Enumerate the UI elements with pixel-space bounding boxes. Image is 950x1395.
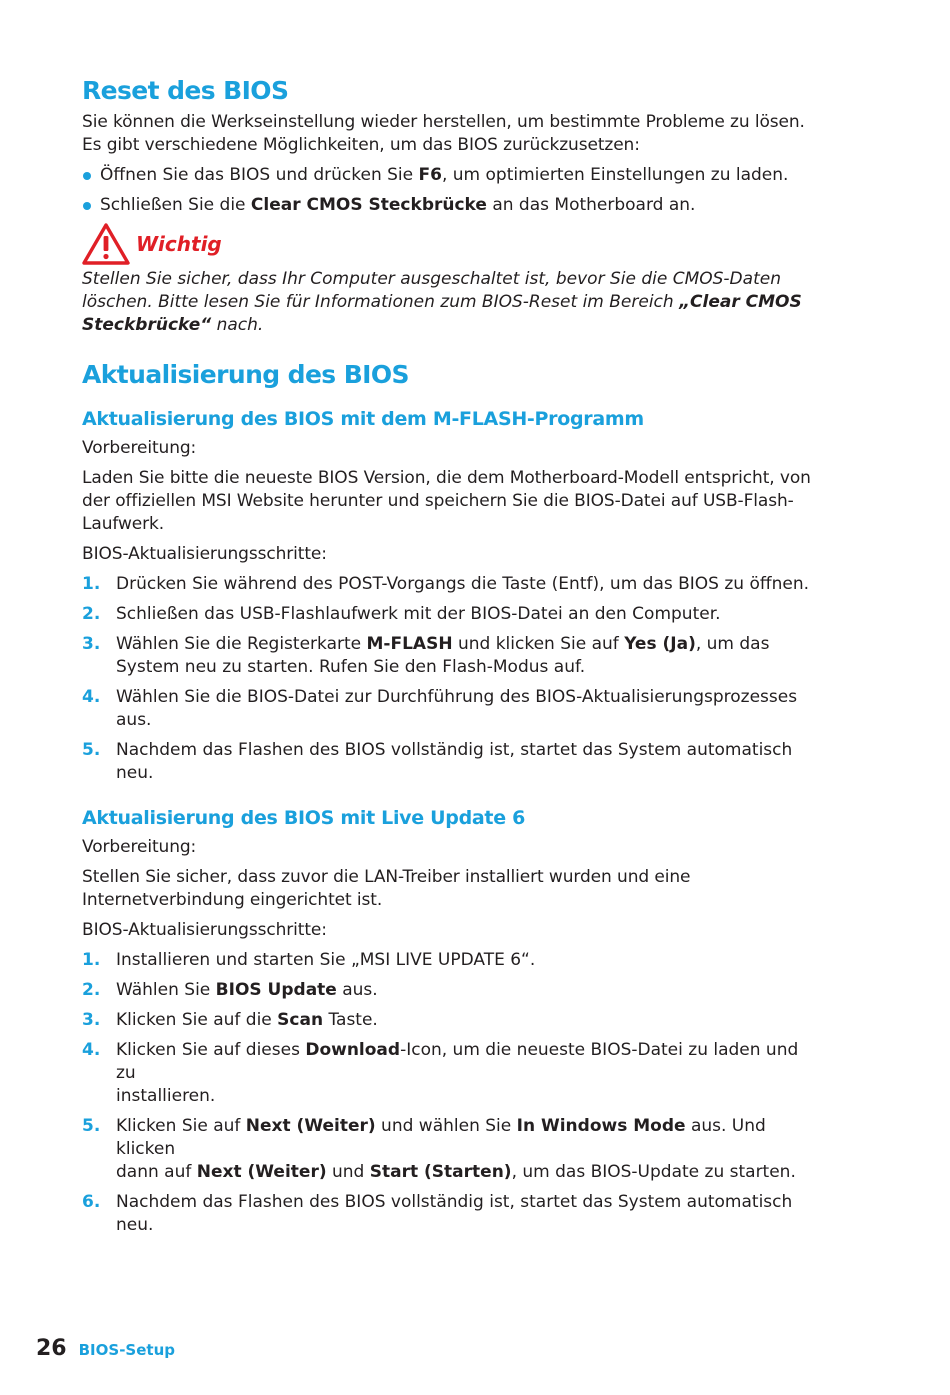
step-item: [82, 739, 822, 785]
step-number: 4.: [82, 687, 101, 707]
step-text-continued: neu.: [116, 763, 154, 783]
step-number: 1.: [82, 950, 101, 970]
page-number: 26: [36, 1336, 67, 1361]
step-item: [82, 1039, 822, 1108]
step-text: Nachdem das Flashen des BIOS vollständig ist, startet das System automatisch: [116, 740, 793, 760]
step-text: Schließen das USB-Flashlaufwerk mit der BIOS-Datei an den Computer.: [116, 604, 721, 624]
page-footer: [36, 1336, 175, 1361]
live-prep-label: Vorbereitung:: [82, 837, 197, 857]
important-notice-header: [82, 222, 822, 266]
live-steps-list: [82, 949, 822, 1237]
mflash-heading: Aktualisierung des BIOS mit dem M-FLASH-Programm: [82, 408, 644, 430]
step-item: [82, 979, 822, 1002]
step-item: [82, 603, 822, 626]
step-item: [82, 633, 822, 679]
step-text: Klicken Sie auf die Scan Taste.: [116, 1010, 378, 1030]
update-heading: Aktualisierung des BIOS: [82, 360, 409, 389]
important-title: Wichtig: [136, 232, 222, 256]
step-number: 1.: [82, 574, 101, 594]
step-text-continued: dann auf Next (Weiter) und Start (Starten), um das BIOS-Update zu starten.: [116, 1162, 796, 1182]
footer-section-name: BIOS-Setup: [78, 1341, 175, 1359]
step-item: [82, 686, 822, 732]
reset-heading: Reset des BIOS: [82, 76, 289, 105]
page-content: [82, 74, 822, 1237]
reset-bullet-2: Schließen Sie die Clear CMOS Steckbrücke an das Motherboard an.: [82, 194, 822, 217]
warning-triangle-icon: [82, 222, 130, 266]
important-text: Stellen Sie sicher, dass Ihr Computer ausgeschaltet ist, bevor Sie die CMOS-Daten löschen. Bitte lesen Sie für Informationen zum BIOS-Reset im Bereich „Clear CMOS Steckbrücke“ nach.: [82, 269, 802, 335]
step-number: 5.: [82, 1116, 101, 1136]
reset-intro-line2: Es gibt verschiedene Möglichkeiten, um das BIOS zurückzusetzen:: [82, 135, 640, 155]
mflash-steps-label: BIOS-Aktualisierungsschritte:: [82, 544, 327, 564]
mflash-prep-label: Vorbereitung:: [82, 438, 197, 458]
step-text: Klicken Sie auf Next (Weiter) und wählen Sie In Windows Mode aus. Und klicken: [116, 1116, 766, 1159]
step-text: Installieren und starten Sie „MSI LIVE UPDATE 6“.: [116, 950, 536, 970]
live-steps-label: BIOS-Aktualisierungsschritte:: [82, 920, 327, 940]
step-item: [82, 949, 822, 972]
step-number: 2.: [82, 980, 101, 1000]
step-text: Drücken Sie während des POST-Vorgangs die Taste (Entf), um das BIOS zu öffnen.: [116, 574, 809, 594]
mflash-steps-list: [82, 573, 822, 785]
reset-intro-line1: Sie können die Werkseinstellung wieder herstellen, um bestimmte Probleme zu lösen.: [82, 112, 805, 132]
step-item: [82, 1009, 822, 1032]
step-item: [82, 1115, 822, 1184]
step-text-continued: aus.: [116, 710, 152, 730]
mflash-prep-text: Laden Sie bitte die neueste BIOS Version, die dem Motherboard-Modell entspricht, von der offiziellen MSI Website herunter und speichern Sie die BIOS-Datei auf USB-Flash- Laufwerk.: [82, 468, 811, 534]
step-text-continued: neu.: [116, 1215, 154, 1235]
step-number: 5.: [82, 740, 101, 760]
step-text: Wählen Sie die BIOS-Datei zur Durchführung des BIOS-Aktualisierungsprozesses: [116, 687, 798, 707]
step-number: 3.: [82, 1010, 101, 1030]
bullet-dot-icon: [83, 172, 91, 180]
step-item: [82, 573, 822, 596]
step-text: Nachdem das Flashen des BIOS vollständig ist, startet das System automatisch: [116, 1192, 793, 1212]
step-number: 6.: [82, 1192, 101, 1212]
step-number: 3.: [82, 634, 101, 654]
live-prep-text: Stellen Sie sicher, dass zuvor die LAN-Treiber installiert wurden und eine Internetverbindung eingerichtet ist.: [82, 867, 691, 910]
step-text: Klicken Sie auf dieses Download-Icon, um die neueste BIOS-Datei zu laden und zu: [116, 1040, 799, 1083]
bullet-dot-icon: [83, 202, 91, 210]
step-number: 4.: [82, 1040, 101, 1060]
step-item: [82, 1191, 822, 1237]
step-text-continued: installieren.: [116, 1086, 216, 1106]
step-text-continued: System neu zu starten. Rufen Sie den Flash-Modus auf.: [116, 657, 586, 677]
live-update-heading: Aktualisierung des BIOS mit Live Update 6: [82, 807, 526, 829]
step-text: Wählen Sie die Registerkarte M-FLASH und klicken Sie auf Yes (Ja), um das: [116, 634, 770, 654]
step-text: Wählen Sie BIOS Update aus.: [116, 980, 378, 1000]
step-number: 2.: [82, 604, 101, 624]
reset-bullet-1: Öffnen Sie das BIOS und drücken Sie F6, um optimierten Einstellungen zu laden.: [82, 164, 822, 187]
